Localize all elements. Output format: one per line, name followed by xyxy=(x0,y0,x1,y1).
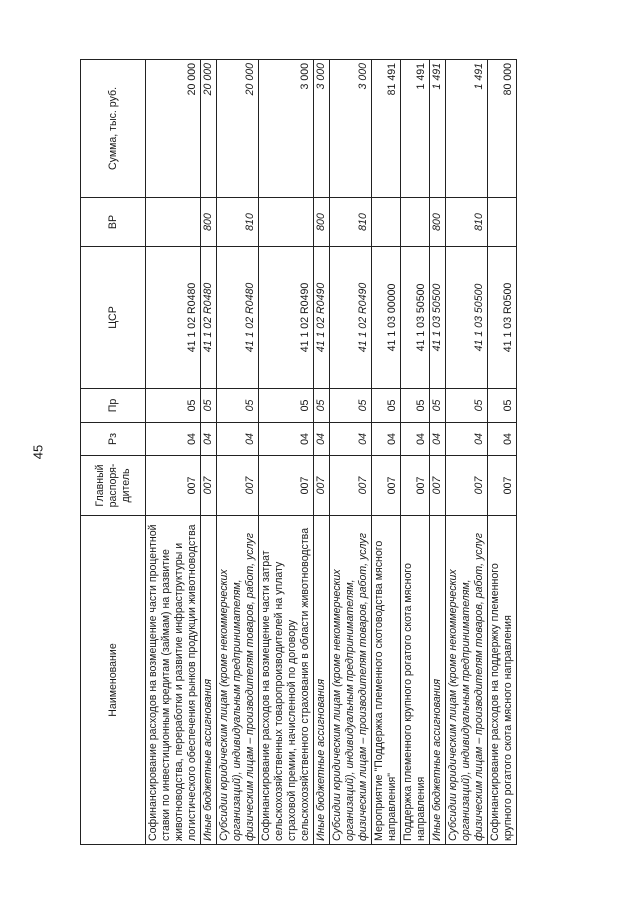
cell-manager: 007 xyxy=(330,456,372,516)
cell-pr: 05 xyxy=(201,389,217,423)
cell-vr: 810 xyxy=(446,198,488,247)
cell-vr: 800 xyxy=(201,198,217,247)
cell-name: Субсидии юридическим лицам (кроме некоммерческих организаций), индивидуальным предпринимателям, физическим лицам – производителям товаров, работ, услуг xyxy=(330,516,372,845)
header-pr: Пр xyxy=(81,389,146,423)
cell-rz: 04 xyxy=(488,423,517,456)
cell-vr xyxy=(372,198,401,247)
cell-sum: 81 491 xyxy=(372,60,401,198)
cell-rz: 04 xyxy=(401,423,430,456)
cell-csr: 41 1 02 R0490 xyxy=(314,247,330,389)
cell-vr: 810 xyxy=(217,198,259,247)
cell-pr: 05 xyxy=(217,389,259,423)
cell-csr: 41 1 02 R0490 xyxy=(259,247,314,389)
cell-vr: 800 xyxy=(430,198,446,247)
cell-manager: 007 xyxy=(146,456,201,516)
cell-vr: 800 xyxy=(314,198,330,247)
table-wrapper xyxy=(80,60,557,845)
rotated-table-area xyxy=(80,60,557,845)
cell-rz: 04 xyxy=(314,423,330,456)
cell-vr xyxy=(146,198,201,247)
cell-rz: 04 xyxy=(372,423,401,456)
cell-name: Софинансирование расходов на возмещение части затрат сельскохозяйственных товаропроизводителей на уплату страховой премии, начисленной по договору сельскохозяйственного страхования в области животноводства xyxy=(259,516,314,845)
cell-sum: 1 491 xyxy=(446,60,488,198)
cell-name: Субсидии юридическим лицам (кроме некоммерческих организаций), индивидуальным предпринимателям, физическим лицам – производителям товаров, работ, услуг xyxy=(446,516,488,845)
cell-pr: 05 xyxy=(372,389,401,423)
table-row xyxy=(330,60,372,845)
cell-vr xyxy=(401,198,430,247)
cell-manager: 007 xyxy=(314,456,330,516)
cell-name: Софинансирование расходов на поддержку племенного крупного рогатого скота мясного направления xyxy=(488,516,517,845)
cell-csr: 41 1 02 R0480 xyxy=(217,247,259,389)
table-row xyxy=(146,60,201,845)
cell-sum: 20 000 xyxy=(217,60,259,198)
cell-sum: 3 000 xyxy=(314,60,330,198)
cell-manager: 007 xyxy=(217,456,259,516)
cell-name: Мероприятие "Поддержка племенного скотоводства мясного направления" xyxy=(372,516,401,845)
cell-rz: 04 xyxy=(330,423,372,456)
cell-pr: 05 xyxy=(446,389,488,423)
cell-vr xyxy=(259,198,314,247)
table-row xyxy=(446,60,488,845)
cell-csr: 41 1 03 50500 xyxy=(446,247,488,389)
header-sum: Сумма, тыс. руб. xyxy=(81,60,146,198)
header-row xyxy=(81,60,146,845)
cell-pr: 05 xyxy=(330,389,372,423)
cell-csr: 41 1 03 00000 xyxy=(372,247,401,389)
cell-manager: 007 xyxy=(488,456,517,516)
budget-table xyxy=(80,59,517,845)
table-row xyxy=(201,60,217,845)
cell-pr: 05 xyxy=(146,389,201,423)
cell-csr: 41 1 02 R0490 xyxy=(330,247,372,389)
cell-sum: 1 491 xyxy=(430,60,446,198)
cell-rz: 04 xyxy=(146,423,201,456)
table-row xyxy=(314,60,330,845)
table-row xyxy=(217,60,259,845)
cell-pr: 05 xyxy=(401,389,430,423)
cell-sum: 80 000 xyxy=(488,60,517,198)
cell-manager: 007 xyxy=(430,456,446,516)
cell-manager: 007 xyxy=(401,456,430,516)
cell-name: Поддержка племенного крупного рогатого скота мясного направления xyxy=(401,516,430,845)
cell-csr: 41 1 02 R0480 xyxy=(201,247,217,389)
cell-rz: 04 xyxy=(217,423,259,456)
cell-vr: 810 xyxy=(330,198,372,247)
cell-sum: 3 000 xyxy=(330,60,372,198)
cell-name: Софинансирование расходов на возмещение части процентной ставки по инвестиционным кредитам (займам) на развитие животноводства, переработки и развитие инфраструктуры и логистического обеспечения рынков продукции животноводства xyxy=(146,516,201,845)
header-vr: ВР xyxy=(81,198,146,247)
cell-pr: 05 xyxy=(488,389,517,423)
header-name: Наименование xyxy=(81,516,146,845)
cell-name: Субсидии юридическим лицам (кроме некоммерческих организаций), индивидуальным предпринимателям, физическим лицам – производителям товаров, работ, услуг xyxy=(217,516,259,845)
cell-name: Иные бюджетные ассигнования xyxy=(430,516,446,845)
cell-sum: 1 491 xyxy=(401,60,430,198)
cell-csr: 41 1 03 R0500 xyxy=(488,247,517,389)
cell-csr: 41 1 02 R0480 xyxy=(146,247,201,389)
table-row xyxy=(430,60,446,845)
cell-pr: 05 xyxy=(259,389,314,423)
table-row xyxy=(401,60,430,845)
cell-csr: 41 1 03 50500 xyxy=(430,247,446,389)
cell-sum: 3 000 xyxy=(259,60,314,198)
header-rz: Рз xyxy=(81,423,146,456)
cell-vr xyxy=(488,198,517,247)
cell-rz: 04 xyxy=(259,423,314,456)
cell-csr: 41 1 03 50500 xyxy=(401,247,430,389)
cell-rz: 04 xyxy=(201,423,217,456)
cell-manager: 007 xyxy=(259,456,314,516)
cell-sum: 20 000 xyxy=(146,60,201,198)
table-row xyxy=(259,60,314,845)
page-number: 45 xyxy=(30,444,46,460)
table-row xyxy=(488,60,517,845)
cell-name: Иные бюджетные ассигнования xyxy=(314,516,330,845)
cell-rz: 04 xyxy=(430,423,446,456)
cell-pr: 05 xyxy=(314,389,330,423)
cell-manager: 007 xyxy=(201,456,217,516)
table-row xyxy=(372,60,401,845)
cell-sum: 20 000 xyxy=(201,60,217,198)
cell-pr: 05 xyxy=(430,389,446,423)
header-csr: ЦСР xyxy=(81,247,146,389)
cell-name: Иные бюджетные ассигнования xyxy=(201,516,217,845)
cell-rz: 04 xyxy=(446,423,488,456)
cell-manager: 007 xyxy=(446,456,488,516)
header-manager: Главный распоря-дитель xyxy=(81,456,146,516)
cell-manager: 007 xyxy=(372,456,401,516)
